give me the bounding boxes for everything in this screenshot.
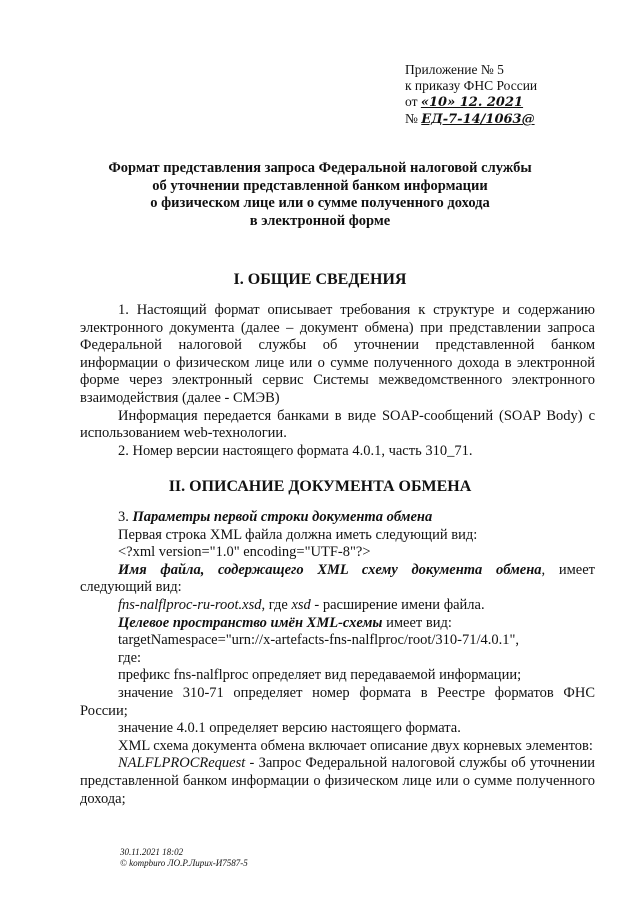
appendix-date-value: «10» 12. 2021 <box>420 95 524 110</box>
target-namespace: targetNamespace="urn://x-artefacts-fns-nalflproc/root/310-71/4.0.1", <box>118 632 520 649</box>
file-name-label-rest: , имеет следующий вид: <box>80 561 595 596</box>
appendix-number-prefix: № <box>405 111 418 126</box>
item-number: 3. <box>118 509 133 525</box>
section-2-paragraph-6 <box>80 615 595 633</box>
section-1-body <box>80 302 595 460</box>
section-2-paragraph-9: префикс fns-nalflproc определяет вид передаваемой информации; <box>118 667 522 684</box>
appendix-block <box>405 62 537 128</box>
section-2-paragraph-2: Первая строка XML файла должна иметь следующий вид: <box>118 526 478 543</box>
schema-file-mid: , где <box>261 596 292 613</box>
document-title <box>60 160 580 230</box>
file-name-label: Имя файла, содержащего XML схему документа обмена <box>118 561 542 578</box>
section-1-paragraph-3: 2. Номер версии настоящего формата 4.0.1, часть 310_71. <box>118 442 473 459</box>
title-line-4: в электронной форме <box>249 212 391 229</box>
schema-file-name: fns-nalflproc-ru-root.xsd <box>118 596 262 613</box>
appendix-date-prefix: от <box>405 94 418 109</box>
root-element-description: - Запрос Федеральной налоговой службы об уточнении представленной банком информации о физическом лице или о сумме полученного дохода; <box>80 755 595 807</box>
schema-file-rest: - расширение имени файла. <box>310 596 485 613</box>
namespace-label: Целевое пространство имён XML-схемы <box>118 614 383 631</box>
section-2-paragraph-8: где: <box>118 649 142 666</box>
section-2-paragraph-12: XML схема документа обмена включает описание двух корневых элементов: <box>118 737 593 754</box>
item-title: Параметры первой строки документа обмена <box>132 509 433 525</box>
appendix-number <box>405 111 537 128</box>
appendix-date <box>405 94 537 111</box>
namespace-label-rest: имеет вид: <box>382 614 452 631</box>
footer-stamp <box>120 847 248 869</box>
section-2-paragraph-1 <box>80 509 595 527</box>
section-2-heading: II. ОПИСАНИЕ ДОКУМЕНТА ОБМЕНА <box>168 478 472 495</box>
appendix-line-2: к приказу ФНС России <box>405 78 538 93</box>
appendix-number-value: ЕД-7-14/1063@ <box>421 112 535 127</box>
title-line-2: об уточнении представленной банком информации <box>152 177 488 194</box>
section-2-paragraph-4 <box>80 562 595 597</box>
section-1-paragraph-2: Информация передается банками в виде SOAP-сообщений (SOAP Body) с использованием web-технологии. <box>80 407 595 442</box>
schema-file-ext: xsd <box>291 596 311 613</box>
section-2-paragraph-5 <box>80 597 595 615</box>
xml-declaration: <?xml version="1.0" encoding="UTF-8"?> <box>118 544 371 561</box>
footer-line-1: 30.11.2021 18:02 <box>120 847 184 857</box>
footer-line-2: © kompburo ЛО.Р.Лирих-И7587-5 <box>120 858 248 868</box>
section-2-paragraph-13 <box>80 755 595 808</box>
appendix-line-1: Приложение № 5 <box>405 62 504 77</box>
title-line-3: о физическом лице или о сумме полученного дохода <box>150 195 490 211</box>
section-1-paragraph-1: 1. Настоящий формат описывает требования к структуре и содержанию электронного документа (далее – документ обмена) при представлении запроса Федеральной налоговой службы об уточнении представленной банком информации о физическом лице или о сумме полученного дохода в электронной форме через электронный сервис Системы межведомственного электронного взаимодействия (далее - СМЭВ) <box>80 302 595 406</box>
section-2-paragraph-11: значение 4.0.1 определяет версию настоящего формата. <box>118 720 461 737</box>
title-line-1: Формат представления запроса Федеральной налоговой службы <box>108 160 532 176</box>
section-2-paragraph-10: значение 310-71 определяет номер формата в Реестре форматов ФНС России; <box>80 684 595 719</box>
section-1-heading: I. ОБЩИЕ СВЕДЕНИЯ <box>233 271 407 288</box>
section-2-body <box>80 509 595 808</box>
root-element-name: NALFLPROCRequest <box>118 755 246 772</box>
